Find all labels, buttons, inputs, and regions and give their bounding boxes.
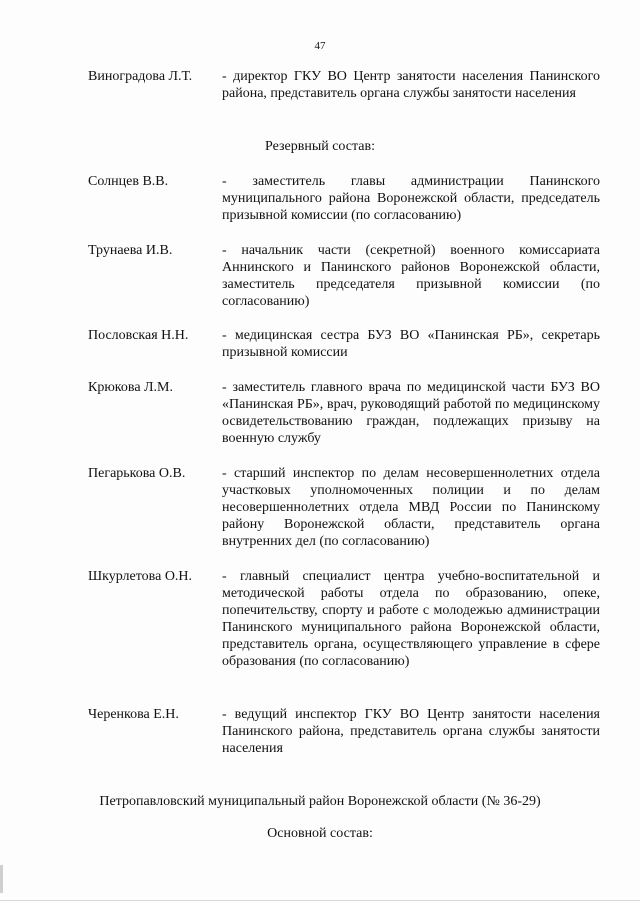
member-name: Виноградова Л.Т.: [88, 69, 193, 84]
page-number: 47: [314, 40, 326, 52]
member-name: Пословская Н.Н.: [88, 328, 189, 343]
member-description: - главный специалист центра учебно-воспитательной и методической работы отдела по образованию, опеке, попечительству, спорту и работе с молодежью администрации Панинского муниципального района Воронежской области, представитель органа, осуществляющего управление в сфере образования (по согласованию): [222, 569, 600, 669]
member-name: Пегарькова О.В.: [88, 466, 186, 481]
member-name: Трунаева И.В.: [88, 243, 173, 258]
district-title: Петропавловский муниципальный район Воронежской области (№ 36-29): [99, 794, 541, 809]
member-name: Черенкова Е.Н.: [88, 707, 179, 722]
reserve-heading: Резервный состав:: [264, 139, 375, 154]
member-description: - заместитель главного врача по медицинской части БУЗ ВО «Панинская РБ», врач, руководящий работой по медицинскому освидетельствованию граждан, подлежащих призыву на военную службу: [222, 380, 600, 446]
member-description: - медицинская сестра БУЗ ВО «Панинская РБ», секретарь призывной комиссии: [222, 328, 600, 360]
member-description: - заместитель главы администрации Панинского муниципального района Воронежской области, председатель призывной комиссии (по согласованию): [222, 174, 600, 223]
member-description: - директор ГКУ ВО Центр занятости населения Панинского района, представитель органа службы занятости населения: [222, 69, 600, 101]
member-name: Шкурлетова О.Н.: [88, 569, 193, 584]
scan-bottom-line: [0, 900, 640, 901]
member-description: - начальник части (секретной) военного комиссариата Аннинского и Панинского районов Воронежской области, заместитель председателя призывной комиссии (по согласованию): [222, 243, 600, 309]
member-description: - старший инспектор по делам несовершеннолетних отдела участковых уполномоченных полиции и по делам несовершеннолетних отдела МВД России по Панинскому району Воронежской области, представитель органа внутренних дел (по согласованию): [222, 466, 600, 549]
main-composition-heading: Основной состав:: [267, 826, 373, 841]
member-name: Солнцев В.В.: [88, 174, 169, 189]
scan-edge-mark: [0, 865, 3, 893]
member-description: - ведущий инспектор ГКУ ВО Центр занятости населения Панинского района, представитель органа службы занятости населения: [222, 707, 600, 756]
member-name: Крюкова Л.М.: [88, 380, 173, 395]
